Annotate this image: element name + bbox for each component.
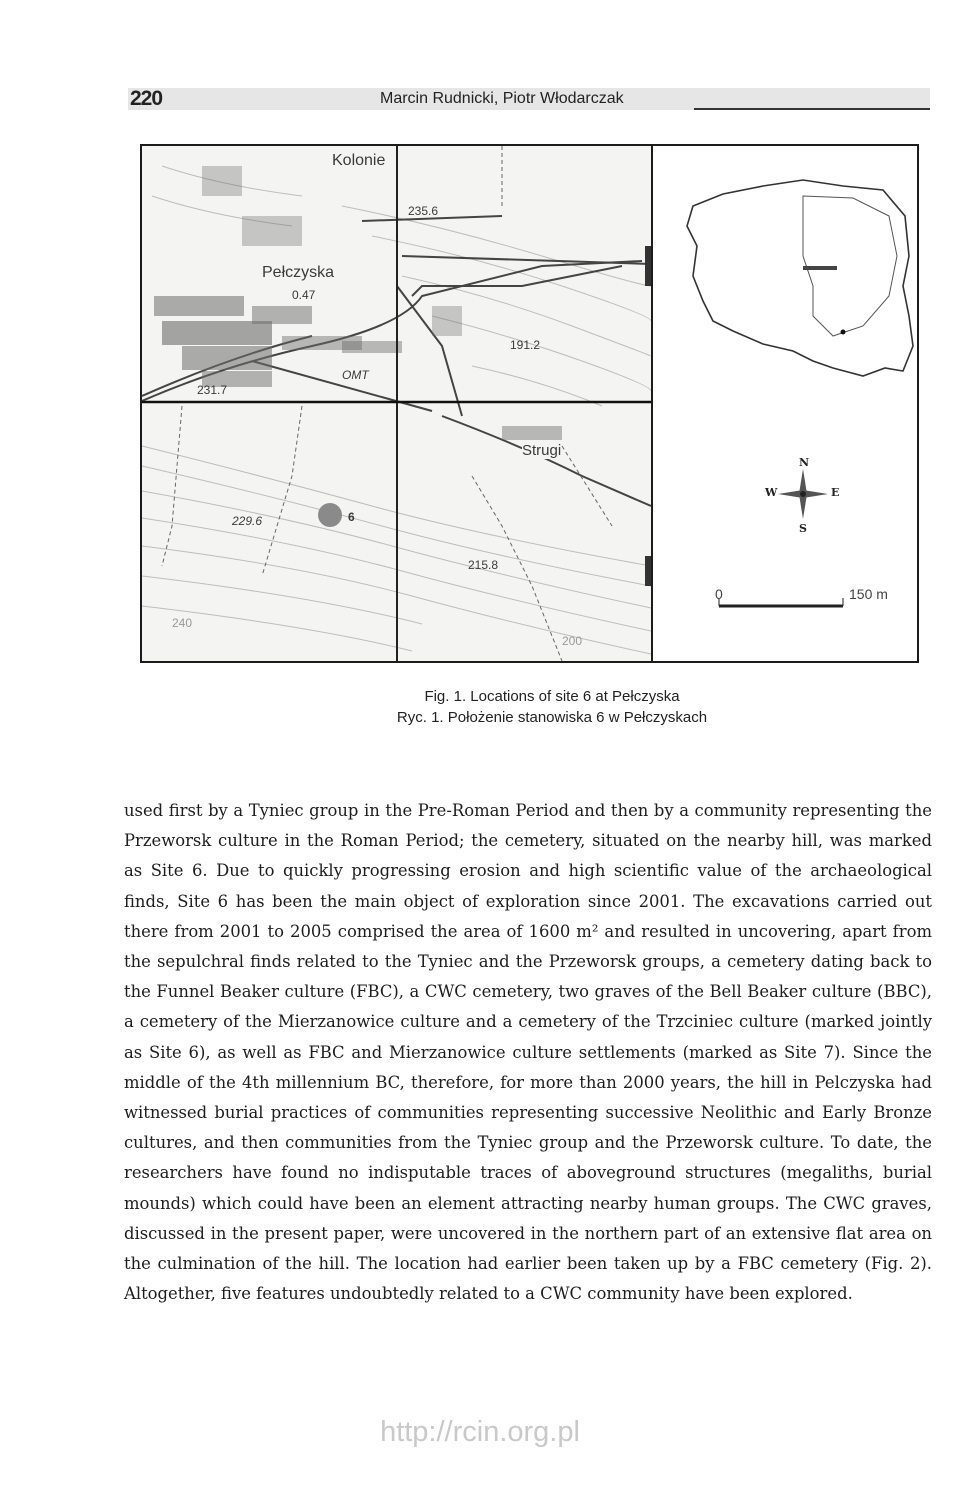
label-elevation-229: 229.6 xyxy=(232,514,263,528)
topographic-map-drawing xyxy=(142,146,651,661)
label-elevation-191: 191.2 xyxy=(510,338,541,352)
caption-polish: Ryc. 1. Położenie stanowiska 6 w Pełczyskach xyxy=(396,709,708,726)
label-elevation-200: 200 xyxy=(562,634,583,648)
label-kolonie: Kolonie xyxy=(332,152,386,169)
village-buildings xyxy=(154,166,562,440)
label-strugi: Strugi xyxy=(522,442,562,459)
caption-english: Fig. 1. Locations of site 6 at Pełczyska xyxy=(424,688,680,705)
site-location-dot xyxy=(841,330,846,335)
footer-url: http://rcin.org.pl xyxy=(380,1416,580,1448)
page-number: 220 xyxy=(130,87,163,110)
map-grid-lines xyxy=(142,146,651,661)
label-elevation-240: 240 xyxy=(172,616,193,630)
compass-e: E xyxy=(831,486,840,499)
compass-center xyxy=(800,491,806,497)
label-pelczyska: Pełczyska xyxy=(262,264,335,281)
running-header-authors: Marcin Rudnicki, Piotr Włodarczak xyxy=(380,90,624,107)
poland-border xyxy=(687,180,913,376)
edge-mark-bottom xyxy=(645,556,651,586)
label-site-number: 6 xyxy=(348,510,355,524)
location-inset xyxy=(653,146,917,661)
figure-caption xyxy=(0,686,960,728)
region-label-mark xyxy=(803,266,837,270)
topographic-map xyxy=(142,146,653,661)
compass-s: S xyxy=(799,522,807,535)
site-6-marker xyxy=(318,503,342,527)
poland-outline-map xyxy=(653,146,917,661)
compass-n: N xyxy=(799,456,810,469)
body-text xyxy=(124,796,932,1309)
label-elevation-235: 235.6 xyxy=(408,204,439,218)
scale-zero: 0 xyxy=(715,586,723,602)
label-elevation-047: 0.47 xyxy=(292,288,316,302)
edge-mark-top xyxy=(645,246,651,286)
label-omt: OMT xyxy=(342,368,369,382)
scale-distance: 150 m xyxy=(849,586,888,602)
running-header xyxy=(128,88,930,110)
label-elevation-231: 231.7 xyxy=(197,383,228,397)
compass-w: W xyxy=(765,486,778,499)
body-paragraph: used first by a Tyniec group in the Pre-Roman Period and then by a community representing the Przeworsk culture in the Roman Period; the cemetery, situated on the nearby hill, was marked as Site 6. Due to quickly progressing erosion and high scientific value of the archaeological finds, Site 6 has been the main object of exploration since 2001. The excavations carried out there from 2001 to 2005 comprised the area of 1600 m² and resulted in uncovering, apart from the sepulchral finds related to the Tyniec and the Przeworsk groups, a cemetery dating back to the Funnel Beaker culture (FBC), a CWC cemetery, two graves of the Bell Beaker culture (BBC), a cemetery of the Mierzanowice culture and a cemetery of the Trzciniec culture (marked jointly as Site 6), as well as FBC and Mierzanowice culture settlements (marked as Site 7). Since the middle of the 4th millennium BC, therefore, for more than 2000 years, the hill in Pelczyska had witnessed burial practices of communities representing successive Neolithic and Early Bronze cultures, and then communities from the Tyniec group and the Przeworsk culture. To date, the researchers have found no indisputable traces of aboveground structures (megaliths, burial mounds) which could have been an element attracting nearby human groups. The CWC graves, discussed in the present paper, were uncovered in the northern part of an extensive flat area on the culmination of the hill. The location had earlier been taken up by a FBC cemetery (Fig. 2). Altogether, five features undoubtedly related to a CWC community have been explored. xyxy=(124,801,932,1304)
label-elevation-215: 215.8 xyxy=(468,558,499,572)
figure-1 xyxy=(140,144,919,663)
